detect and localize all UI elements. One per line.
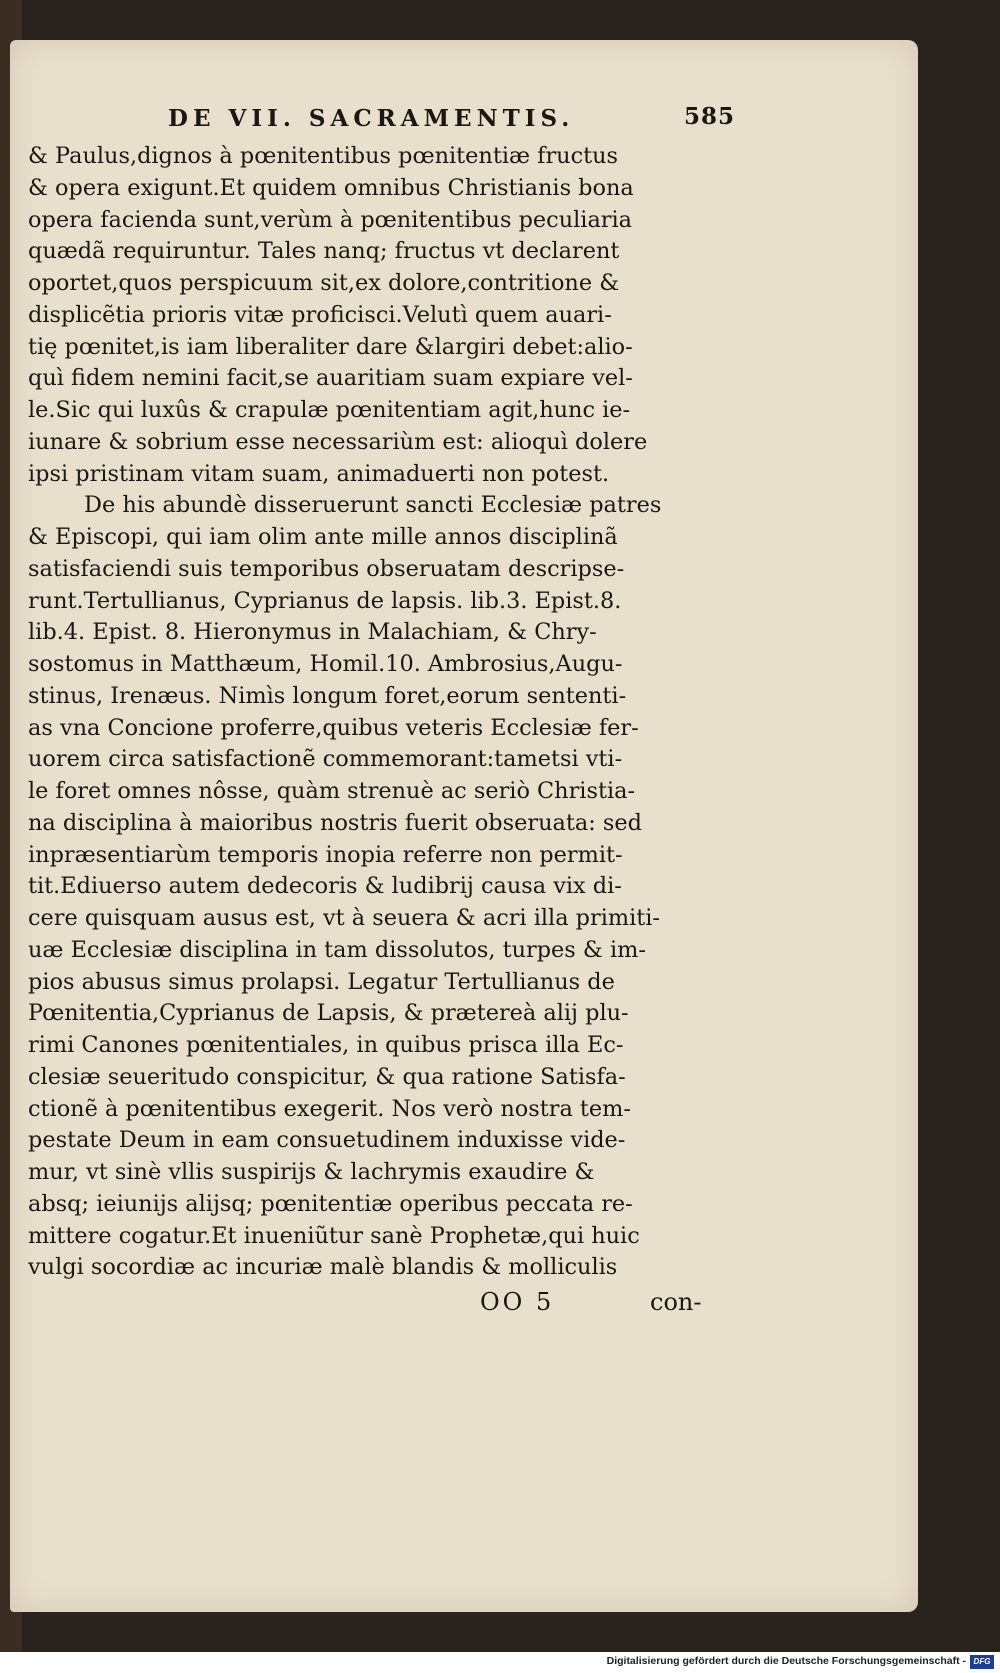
text-line: na disciplina à maioribus nostris fuerit obseruata: sed — [28, 809, 642, 836]
page-footer-line — [28, 1288, 713, 1322]
text-line: mittere cogatur.Et inueniũtur sanè Prophetæ,qui huic — [28, 1222, 640, 1249]
text-line: tię pœnitet,is iam liberaliter dare &largiri debet:alio- — [28, 333, 633, 360]
text-line: mur, vt sinè vllis suspirijs & lachrymis exaudire & — [28, 1159, 595, 1185]
page-number: 585 — [683, 103, 735, 130]
text-line: absq; ieiunijs alijsq; pœnitentiæ operibus peccata re- — [28, 1190, 633, 1217]
text-line: lib.4. Epist. 8. Hieronymus in Malachiam, & Chry- — [28, 619, 597, 646]
text-line: vulgi socordiæ ac incuriæ malè blandis & molliculis — [28, 1254, 618, 1281]
text-line: uæ Ecclesiæ disciplina in tam dissolutos, turpes & im- — [28, 936, 646, 963]
signature-mark: OO 5 — [480, 1288, 555, 1316]
text-line: uorem circa satisfactionẽ commemorant:tametsi vti- — [28, 746, 623, 773]
running-head-title: DE VII. SACRAMENTIS. — [168, 105, 575, 132]
text-line: tit.Ediuerso autem dedecoris & ludibrij causa vix di- — [28, 873, 622, 900]
digitization-credit-bar — [0, 1652, 1000, 1673]
text-line: & Paulus,dignos à pœnitentibus pœnitentiæ fructus — [28, 143, 619, 169]
text-line: pestate Deum in eam consuetudinem induxisse vide- — [28, 1127, 626, 1154]
text-line: inpræsentiarùm temporis inopia referre non permit- — [28, 841, 623, 868]
paragraph-start-line: De his abundè disseruerunt sancti Ecclesiæ patres — [84, 492, 662, 519]
text-line: quì fidem nemini facit,se auaritiam suam expiare vel- — [28, 365, 633, 392]
text-line: ipsi pristinam vitam suam, animaduerti non potest. — [28, 460, 610, 487]
text-line: stinus, Irenæus. Nimìs longum foret,eorum sententi- — [28, 682, 627, 709]
text-line: displicẽtia prioris vitæ proficisci.Velutì quem auari- — [28, 301, 612, 328]
text-line: Pœnitentia,Cyprianus de Lapsis, & prætereà alij plu- — [28, 1000, 629, 1027]
text-line: sostomus in Matthæum, Homil.10. Ambrosius,Augu- — [28, 651, 623, 677]
text-line: pios abusus simus prolapsi. Legatur Tertullianus de — [28, 968, 615, 995]
credit-text: Digitalisierung gefördert durch die Deutsche Forschungsgemeinschaft - — [606, 1655, 966, 1667]
running-head — [28, 103, 735, 141]
text-line: rimi Canones pœnitentiales, in quibus prisca illa Ec- — [28, 1032, 624, 1058]
text-line: as vna Concione proferre,quibus veteris Ecclesiæ fer- — [28, 714, 639, 741]
text-line: quædã requiruntur. Tales nanq; fructus vt declarent — [28, 238, 620, 265]
text-line: ctionẽ à pœnitentibus exegerit. Nos verò nostra tem- — [28, 1095, 631, 1122]
text-line: & Episcopi, qui iam olim ante mille annos disciplinã — [28, 524, 618, 550]
text-line: clesiæ seueritudo conspicitur, & qua ratione Satisfa- — [28, 1063, 626, 1090]
text-line: oportet,quos perspicuum sit,ex dolore,contritione & — [28, 270, 620, 296]
text-line: iunare & sobrium esse necessariùm est: alioquì dolere — [28, 428, 648, 455]
body-text — [28, 141, 713, 1284]
text-block — [28, 103, 735, 1322]
text-line: le.Sic qui luxûs & crapulæ pœnitentiam agit,hunc ie- — [28, 397, 631, 423]
catchword: con- — [650, 1288, 702, 1316]
text-line: runt.Tertullianus, Cyprianus de lapsis. lib.3. Epist.8. — [28, 587, 622, 614]
text-line: satisfaciendi suis temporibus obseruatam descripse- — [28, 555, 625, 582]
dfg-logo: DFG — [970, 1655, 994, 1669]
text-line: cere quisquam ausus est, vt à seuera & acri illa primiti- — [28, 905, 660, 931]
text-line: opera facienda sunt,verùm à pœnitentibus peculiaria — [28, 206, 633, 233]
text-line: le foret omnes nôsse, quàm strenuè ac seriò Christia- — [28, 778, 636, 804]
text-line: & opera exigunt.Et quidem omnibus Christianis bona — [28, 174, 634, 201]
